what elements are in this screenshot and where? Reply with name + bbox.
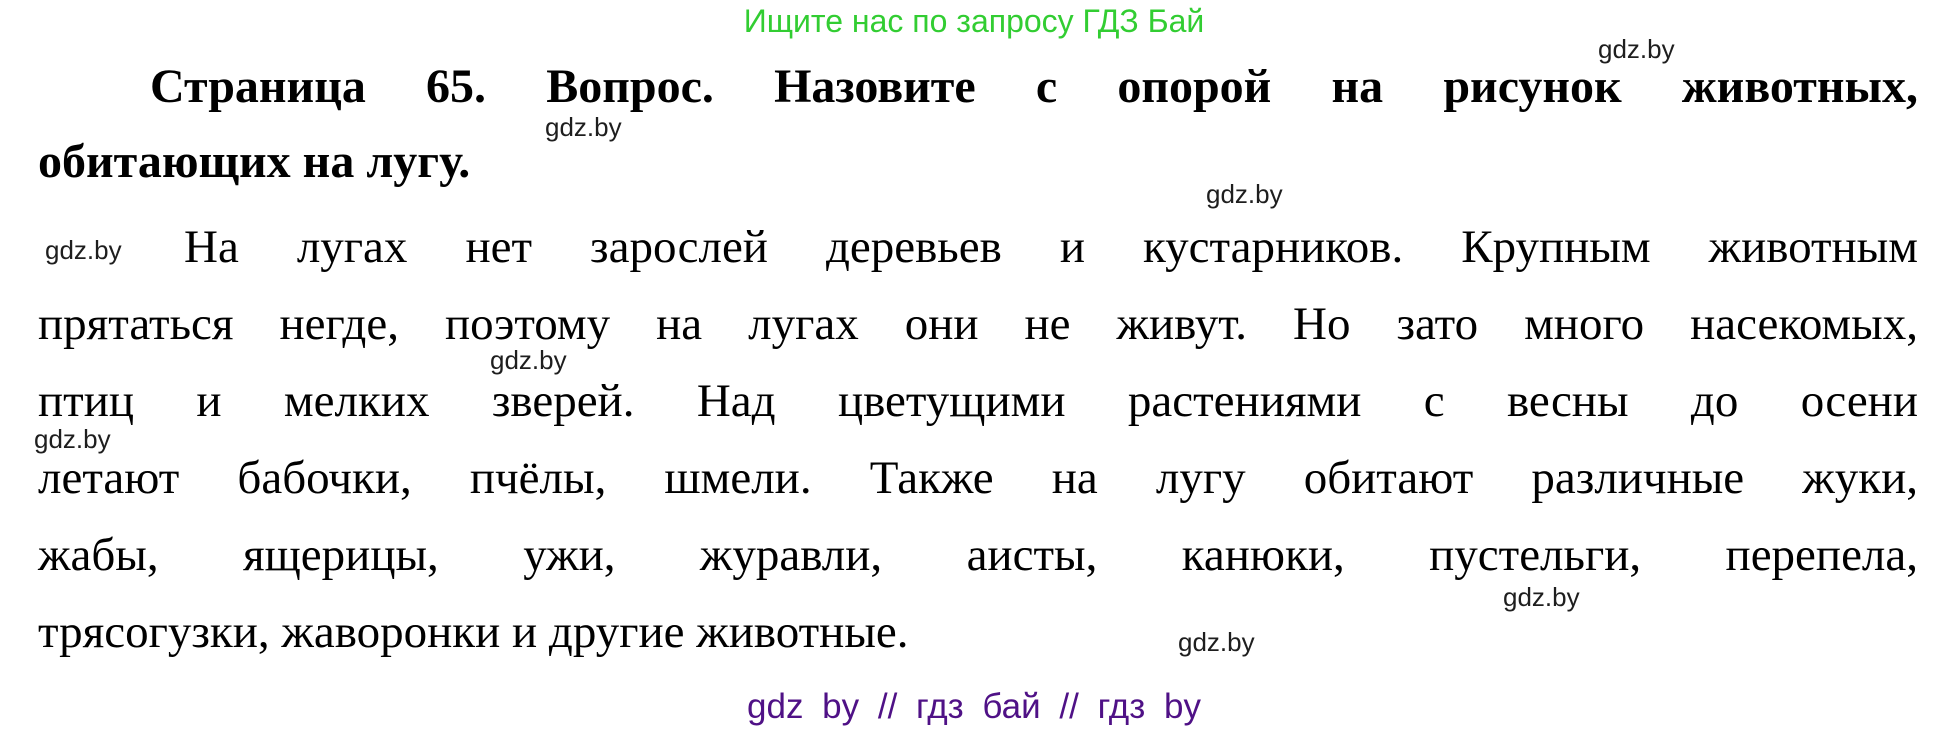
gdz-watermark-7: gdz.by	[1503, 582, 1580, 612]
gdz-watermark-3: gdz.by	[1206, 179, 1283, 209]
answer-line-1: На лугах нет зарослей деревьев и кустарников. Крупным животным	[184, 221, 1918, 273]
answer-line-6: трясогузки, жаворонки и другие животные.	[38, 606, 909, 658]
answer-line-4: летают бабочки, пчёлы, шмели. Также на лугу обитают различные жуки,	[38, 452, 1918, 504]
answer-line-3: птиц и мелких зверей. Над цветущими растениями с весны до осени	[38, 375, 1918, 427]
gdz-watermark-8: gdz.by	[1178, 627, 1255, 657]
question-heading-line-2: обитающих на лугу.	[38, 135, 471, 188]
answer-line-2: прятаться негде, поэтому на лугах они не живут. Но зато много насекомых,	[38, 298, 1918, 350]
gdz-watermark-2: gdz.by	[545, 112, 622, 142]
promo-banner-text: Ищите нас по запросу ГДЗ Бай	[743, 3, 1205, 39]
footer-watermark-text: gdz by // гдз бай // гдз by	[747, 687, 1201, 726]
answer-line-5: жабы, ящерицы, ужи, журавли, аисты, канюки, пустельги, перепела,	[38, 529, 1918, 581]
gdz-watermark-6: gdz.by	[34, 424, 111, 454]
question-heading-line-1: Страница 65. Вопрос. Назовите с опорой на рисунок животных,	[150, 60, 1918, 113]
gdz-watermark-4: gdz.by	[45, 235, 122, 265]
gdz-watermark-1: gdz.by	[1598, 34, 1675, 64]
gdz-watermark-5: gdz.by	[490, 345, 567, 375]
